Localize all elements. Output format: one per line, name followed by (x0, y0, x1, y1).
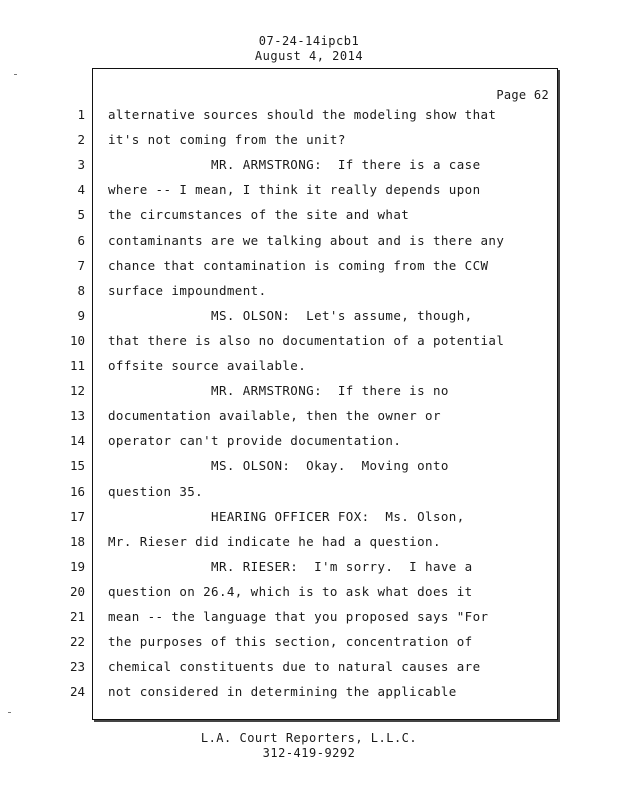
transcript-line: Mr. Rieser did indicate he had a question. (108, 534, 441, 549)
transcript-line: surface impoundment. (108, 283, 267, 298)
line-number: 17 (69, 509, 85, 524)
line-number: 24 (69, 684, 85, 699)
scan-speck (8, 712, 11, 713)
line-number: 1 (77, 107, 85, 122)
line-number: 10 (69, 333, 85, 348)
line-number: 22 (69, 634, 85, 649)
transcript-line: operator can't provide documentation. (108, 433, 402, 448)
transcript-line: it's not coming from the unit? (108, 132, 346, 147)
transcript-line: alternative sources should the modeling show that (108, 107, 497, 122)
line-number: 9 (77, 308, 85, 323)
line-number: 23 (69, 659, 85, 674)
transcript-line: chemical constituents due to natural causes are (108, 659, 481, 674)
page-footer (0, 731, 618, 761)
transcript-line: question 35. (108, 484, 204, 499)
line-number: 14 (69, 433, 85, 448)
line-number: 16 (69, 484, 85, 499)
line-number: 19 (69, 559, 85, 574)
line-number: 2 (77, 132, 85, 147)
transcript-line: where -- I mean, I think it really depends upon (108, 182, 481, 197)
line-number: 7 (77, 258, 85, 273)
line-number: 12 (69, 383, 85, 398)
page-number: Page 62 (496, 88, 549, 102)
line-number: 15 (69, 458, 85, 473)
line-number: 3 (77, 157, 85, 172)
line-number: 20 (69, 584, 85, 599)
transcript-line: MR. RIESER: I'm sorry. I have a (108, 559, 473, 574)
line-number: 21 (69, 609, 85, 624)
line-number: 4 (77, 182, 85, 197)
line-number: 18 (69, 534, 85, 549)
transcript-line: contaminants are we talking about and is there any (108, 233, 505, 248)
reporter-phone: 312-419-9292 (262, 746, 356, 760)
transcript-line: documentation available, then the owner or (108, 408, 441, 423)
line-number: 5 (77, 207, 85, 222)
transcript-line: MS. OLSON: Okay. Moving onto (108, 458, 449, 473)
transcript-line: mean -- the language that you proposed says "For (108, 609, 489, 624)
transcript-line: MR. ARMSTRONG: If there is no (108, 383, 449, 398)
transcript-line: MR. ARMSTRONG: If there is a case (108, 157, 481, 172)
transcript-line: the circumstances of the site and what (108, 207, 410, 222)
transcript-line: HEARING OFFICER FOX: Ms. Olson, (108, 509, 465, 524)
line-number: 13 (69, 408, 85, 423)
transcript-line: not considered in determining the applicable (108, 684, 457, 699)
transcript-line: chance that contamination is coming from the CCW (108, 258, 489, 273)
reporter-company: L.A. Court Reporters, L.L.C. (200, 731, 418, 745)
document-date: August 4, 2014 (254, 49, 364, 63)
transcript-line: offsite source available. (108, 358, 307, 373)
transcript-line: that there is also no documentation of a potential (108, 333, 505, 348)
transcript-line: the purposes of this section, concentration of (108, 634, 473, 649)
line-number: 11 (69, 358, 85, 373)
transcript-line: question on 26.4, which is to ask what does it (108, 584, 473, 599)
line-number: 6 (77, 233, 85, 248)
line-number: 8 (77, 283, 85, 298)
transcript-line: MS. OLSON: Let's assume, though, (108, 308, 473, 323)
document-id: 07-24-14ipcb1 (258, 34, 360, 48)
page-header (0, 34, 618, 64)
scan-speck (14, 74, 17, 75)
